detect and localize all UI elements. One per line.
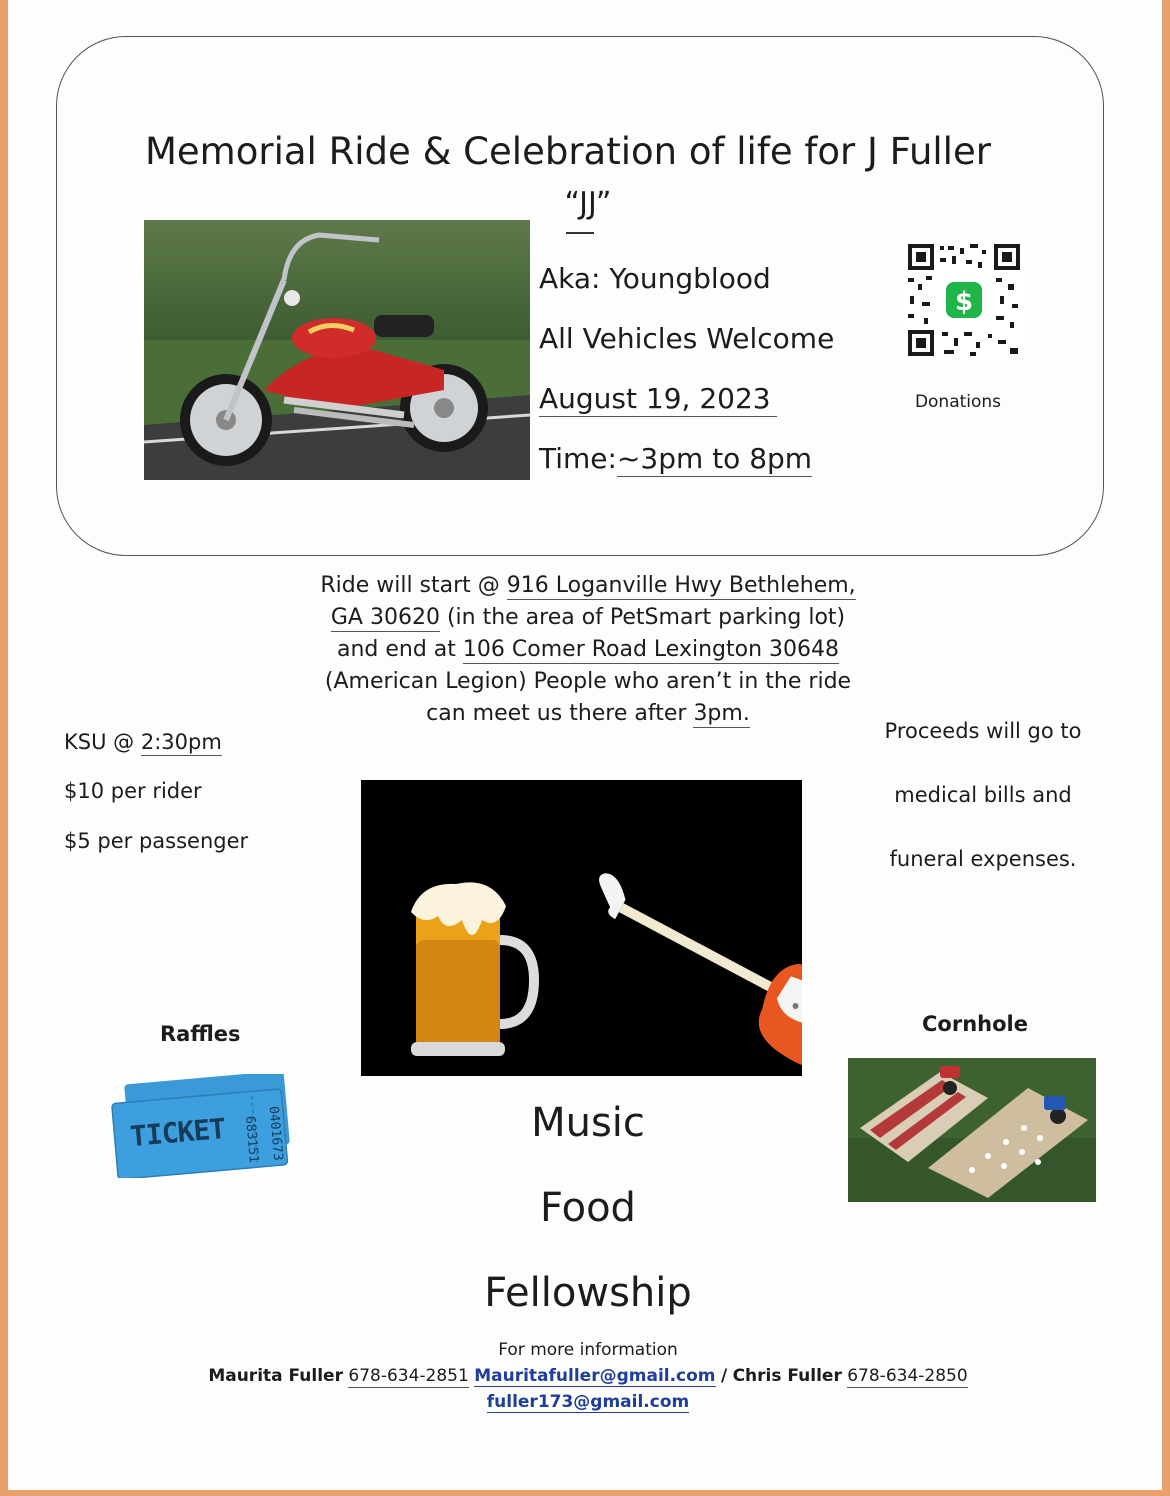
ticket-text: TICKET [128, 1111, 227, 1154]
more-info-label: For more information [498, 1340, 678, 1360]
contact2-email[interactable]: fuller173@gmail.com [486, 1392, 690, 1412]
event-date: August 19, 2023 [539, 382, 777, 417]
ride-description [308, 570, 868, 730]
raffles-label: Raffles [160, 1022, 241, 1046]
ride-end-address: 106 Comer Road Lexington 30648 [462, 637, 839, 662]
fellowship-text: Fellowship [484, 1270, 692, 1316]
rider-fee: $10 per rider [64, 779, 202, 803]
passenger-fee: $5 per passenger [64, 829, 249, 853]
cashapp-qr-code[interactable] [904, 240, 1024, 360]
time-value: ~3pm to 8pm [616, 442, 813, 475]
contact-line [128, 1366, 1048, 1386]
beer-guitar-image [361, 780, 802, 1076]
ksu-label: KSU @ [64, 730, 135, 754]
ksu-line [64, 730, 222, 754]
contact1-email[interactable]: Mauritafuller@gmail.com [474, 1366, 716, 1386]
contact2-phone[interactable]: 678-634-2850 [847, 1366, 968, 1386]
ride-end-prefix: and end at [336, 637, 456, 662]
flyer-title: Memorial Ride & Celebration of life for J Fuller [145, 130, 991, 173]
food-text: Food [540, 1185, 636, 1231]
time-label: Time: [539, 442, 617, 475]
ride-start-zip: GA 30620 [330, 605, 440, 630]
ticket-icon [108, 1074, 294, 1178]
contact2-email-line [168, 1392, 1008, 1412]
nickname-underline [566, 232, 594, 234]
music-text: Music [531, 1100, 645, 1146]
proceeds-line-2: medical bills and [894, 783, 1072, 807]
aka-line: Aka: Youngblood [539, 262, 771, 295]
flyer-page [8, 0, 1162, 1490]
contact1-name: Maurita Fuller [208, 1366, 343, 1386]
proceeds-line-1: Proceeds will go to [884, 719, 1082, 743]
contact-separator: / [720, 1366, 728, 1386]
nickname: “JJ” [564, 186, 612, 221]
ride-end-note: (American Legion) People who aren’t in the ride [324, 669, 852, 694]
proceeds-line-3: funeral expenses. [889, 847, 1077, 871]
cornhole-photo [848, 1058, 1096, 1202]
svg-text:$: $ [954, 287, 974, 317]
ride-start-prefix: Ride will start @ [320, 573, 500, 598]
vehicles-line: All Vehicles Welcome [539, 322, 835, 355]
ticket-number: 683151 [241, 1115, 262, 1164]
ksu-time: 2:30pm [140, 730, 222, 754]
contact2-name: Chris Fuller [732, 1366, 842, 1386]
motorcycle-photo [144, 220, 530, 480]
meet-time: 3pm. [693, 701, 750, 726]
donations-label: Donations [914, 392, 1002, 412]
contact1-phone[interactable]: 678-634-2851 [348, 1366, 469, 1386]
cornhole-label: Cornhole [922, 1012, 1028, 1036]
ticket-number-2: 0401673 [265, 1105, 286, 1162]
ride-start-address: 916 Loganville Hwy Bethlehem, [506, 573, 856, 598]
event-time [539, 442, 812, 475]
ride-start-note: (in the area of PetSmart parking lot) [446, 605, 846, 630]
meet-prefix: can meet us there after [426, 701, 687, 726]
